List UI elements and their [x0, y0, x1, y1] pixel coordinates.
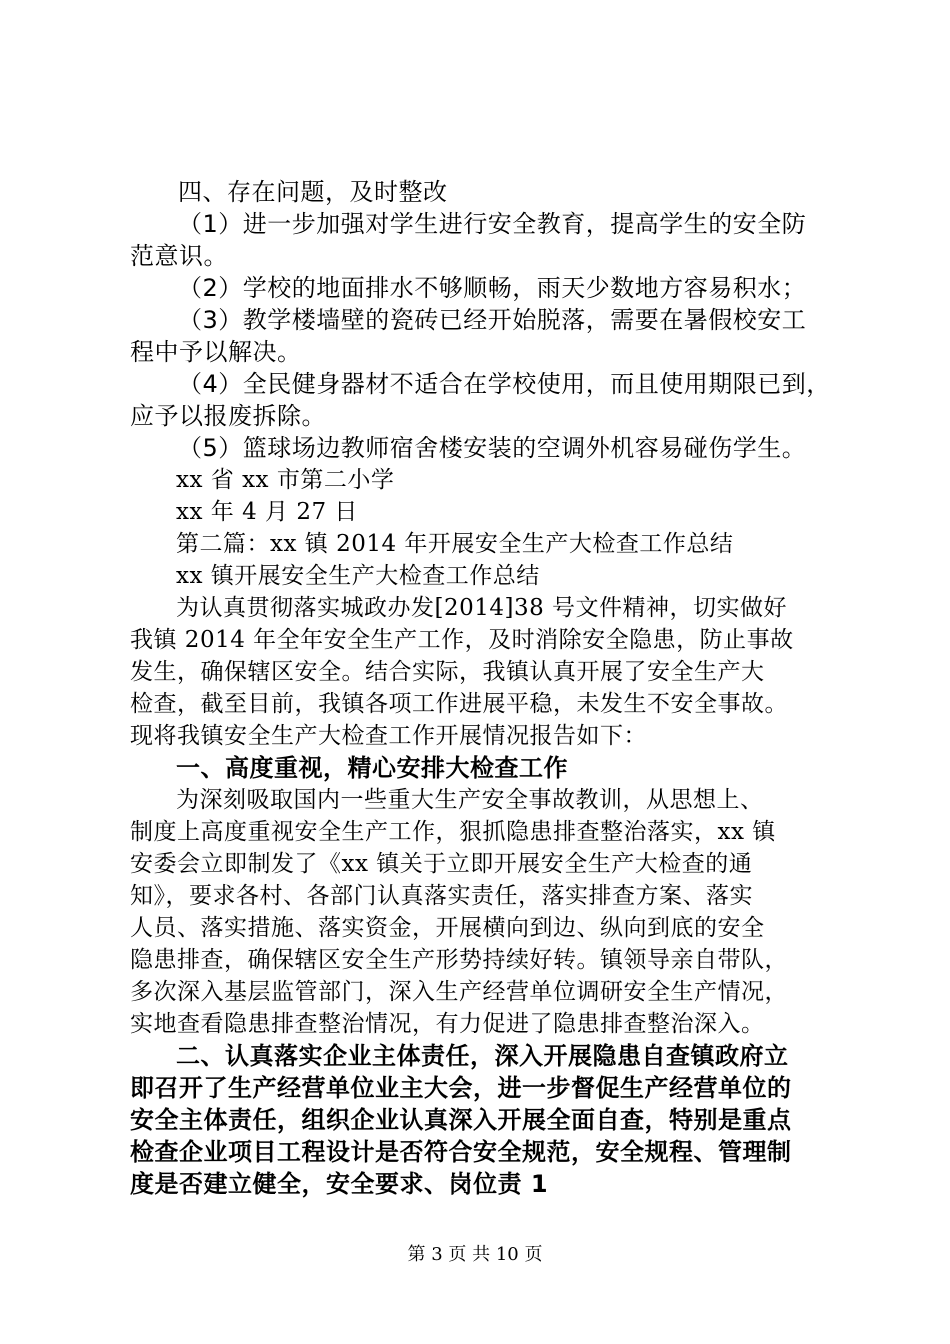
- issue-item: （5）篮球场边教师宿舍楼安装的空调外机容易碰伤学生。: [178, 434, 807, 462]
- intro-line: 检查，截至目前，我镇各项工作进展平稳，未发生不安全事故。: [130, 691, 788, 717]
- page-footer: 第 3 页 共 10 页: [407, 1244, 543, 1265]
- heading-1: 一、高度重视，精心安排大检查工作: [176, 754, 568, 782]
- para-1-line: 知》，要求各村、各部门认真落实责任，落实排查方案、落实: [130, 883, 753, 909]
- para-1-line: 隐患排查，确保辖区安全生产形势持续好转。镇领导亲自带队，: [130, 947, 788, 973]
- issue-item: 范意识。: [130, 242, 228, 270]
- issue-item: （2）学校的地面排水不够顺畅，雨天少数地方容易积水；: [178, 274, 807, 302]
- para-2-line: 度是否建立健全，安全要求、岗位责 1: [130, 1170, 549, 1198]
- para-1-line: 安委会立即制发了《xx 镇关于立即开展安全生产大检查的通: [130, 851, 753, 877]
- intro-line: 现将我镇安全生产大检查工作开展情况报告如下：: [130, 723, 647, 749]
- para-1-line: 人员、落实措施、落实资金，开展横向到边、纵向到底的安全: [130, 915, 765, 941]
- signature-date: xx 年 4 月 27 日: [176, 499, 358, 525]
- para-2-line: 即召开了生产经营单位业主大会，进一步督促生产经营单位的: [130, 1074, 792, 1102]
- signature: [130, 464, 830, 528]
- para-1-line: 多次深入基层监管部门，深入生产经营单位调研安全生产情况，: [130, 979, 788, 1005]
- para-2-line: 安全主体责任，组织企业认真深入开展全面自查，特别是重点: [130, 1106, 792, 1134]
- intro-line: 发生，确保辖区安全。结合实际，我镇认真开展了安全生产大: [130, 659, 765, 685]
- article-title: xx 镇开展安全生产大检查工作总结: [176, 563, 540, 589]
- para-1-line: 为深刻吸取国内一些重大生产安全事故教训，从思想上、: [176, 787, 764, 813]
- issue-item: 应予以报废拆除。: [130, 402, 326, 430]
- school-name: xx 省 xx 市第二小学: [176, 467, 395, 493]
- issue-item: （1）进一步加强对学生进行安全教育，提高学生的安全防: [178, 210, 807, 238]
- intro-line: 为认真贯彻落实城政办发[2014]38 号文件精神，切实做好: [176, 595, 788, 621]
- part-title: 第二篇：xx 镇 2014 年开展安全生产大检查工作总结: [176, 531, 734, 557]
- section-4: [130, 176, 830, 464]
- section-4-heading: 四、存在问题，及时整改: [178, 178, 448, 206]
- issue-item: （3）教学楼墙壁的瓷砖已经开始脱落，需要在暑假校安工: [178, 306, 807, 334]
- article-2: [130, 528, 830, 1200]
- para-2-line: 检查企业项目工程设计是否符合安全规范，安全规程、管理制: [130, 1138, 792, 1166]
- para-1-line: 制度上高度重视安全生产工作，狠抓隐患排查整治落实，xx 镇: [130, 819, 776, 845]
- para-2-line: 二、认真落实企业主体责任，深入开展隐患自查镇政府立: [176, 1042, 789, 1070]
- intro-line: 我镇 2014 年全年安全生产工作，及时消除安全隐患，防止事故: [130, 627, 794, 653]
- issue-item: 程中予以解决。: [130, 338, 302, 366]
- issue-item: （4）全民健身器材不适合在学校使用，而且使用期限已到，: [178, 370, 831, 398]
- para-1-line: 实地查看隐患排查整治情况，有力促进了隐患排查整治深入。: [130, 1011, 765, 1037]
